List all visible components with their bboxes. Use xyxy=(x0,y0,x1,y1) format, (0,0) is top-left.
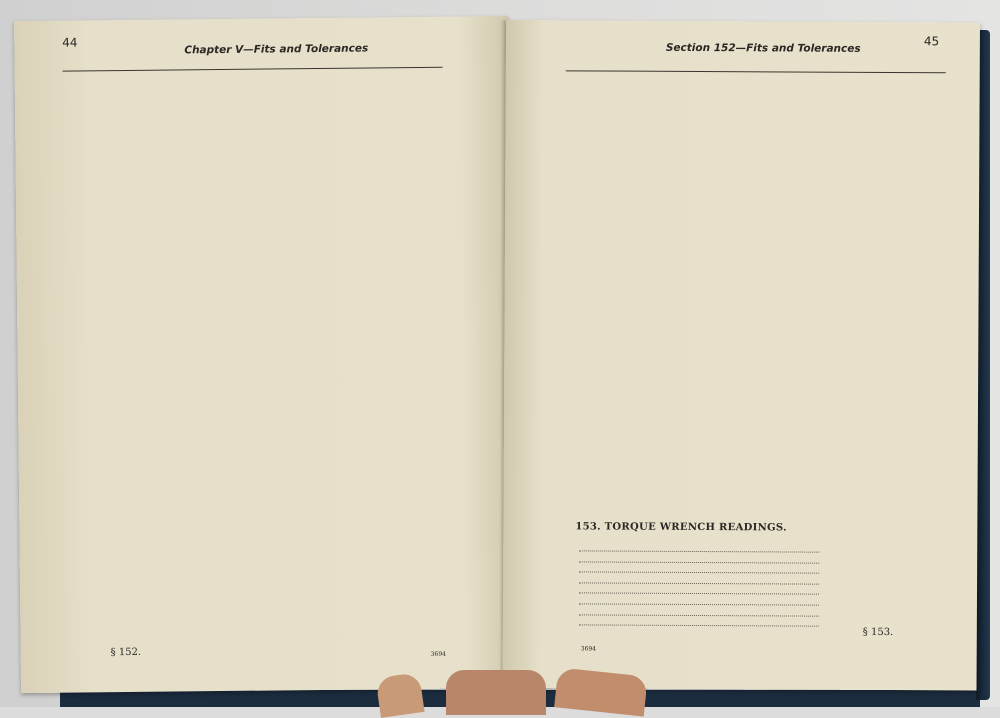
fit-location xyxy=(560,496,690,497)
fit-location xyxy=(561,216,691,217)
fit-location xyxy=(66,618,196,619)
page-number-right: 45 xyxy=(924,34,939,48)
fit-location xyxy=(63,317,193,318)
fit-location xyxy=(65,526,195,527)
fit-type xyxy=(381,481,431,482)
fit-type xyxy=(379,329,429,330)
fit-type xyxy=(382,602,432,603)
section-heading xyxy=(584,460,944,462)
section-heading xyxy=(586,112,946,114)
fit-location xyxy=(62,181,192,182)
fit-type xyxy=(379,344,429,345)
fit-location xyxy=(560,363,690,364)
fit-location xyxy=(561,244,691,245)
fit-location xyxy=(561,152,691,153)
thumb-right xyxy=(554,667,648,716)
fit-location xyxy=(65,455,195,456)
fit-location xyxy=(560,434,690,435)
section-heading xyxy=(584,340,944,342)
fit-location xyxy=(63,332,193,333)
section-heading xyxy=(85,113,445,117)
leader-dots xyxy=(579,606,819,616)
fit-type xyxy=(379,273,429,274)
thumb-middle xyxy=(446,670,546,715)
column-heading xyxy=(387,71,437,72)
fit-location xyxy=(65,484,195,485)
fit-location xyxy=(560,319,690,320)
fit-type xyxy=(383,643,433,644)
leader-dots xyxy=(579,585,819,595)
fit-location xyxy=(65,537,195,538)
fit-location xyxy=(63,304,193,305)
leader-dots xyxy=(579,542,819,552)
fit-location xyxy=(561,198,691,199)
fit-location xyxy=(561,138,691,139)
section-mark-right: § 153. xyxy=(863,626,894,640)
fit-type xyxy=(382,549,432,550)
print-code-left: 3694 xyxy=(431,648,446,662)
column-heading xyxy=(205,73,255,74)
fit-location xyxy=(63,289,193,290)
fit-location xyxy=(561,305,691,306)
right-page xyxy=(503,20,980,690)
leader-dots xyxy=(579,564,819,574)
fit-location xyxy=(560,406,690,407)
fit-location xyxy=(66,591,196,592)
fit-location xyxy=(63,276,193,277)
torque-title: 153. TORQUE WRENCH READINGS. xyxy=(575,520,787,535)
fit-location xyxy=(561,230,691,231)
leader-dots xyxy=(579,595,819,605)
fit-location xyxy=(61,131,191,132)
fit-location xyxy=(560,420,690,421)
fit-location xyxy=(62,210,192,211)
fit-location xyxy=(65,512,195,513)
header-rule xyxy=(63,67,443,72)
fit-type xyxy=(380,427,430,428)
fit-location xyxy=(65,470,195,471)
leader-dots xyxy=(579,617,819,627)
fit-location xyxy=(66,605,196,606)
running-header-right: Section 152—Fits and Tolerances xyxy=(666,41,861,56)
fit-location xyxy=(559,510,689,511)
column-heading xyxy=(315,72,365,73)
fit-type xyxy=(377,157,427,158)
fit-location xyxy=(62,195,192,196)
section-heading xyxy=(585,267,945,269)
page-number-left: 44 xyxy=(62,36,77,50)
fit-type xyxy=(381,523,431,524)
fit-location xyxy=(62,160,192,161)
leader-dots xyxy=(579,553,819,563)
left-page xyxy=(14,16,515,693)
fit-location xyxy=(560,392,690,393)
print-code-right: 3694 xyxy=(581,642,596,656)
fit-location xyxy=(65,497,195,498)
fit-location xyxy=(561,184,691,185)
leader-dots xyxy=(579,574,819,584)
fit-location xyxy=(61,146,191,147)
fit-location xyxy=(64,371,194,372)
fit-type xyxy=(378,207,428,208)
section-mark-left: § 152. xyxy=(111,646,142,660)
fit-location xyxy=(560,482,690,483)
fit-location xyxy=(561,291,691,292)
section-heading xyxy=(56,239,456,243)
section-heading xyxy=(90,572,450,576)
fit-type xyxy=(379,315,429,316)
fit-location xyxy=(63,261,193,262)
running-header-left: Chapter V—Fits and Tolerances xyxy=(184,41,368,57)
fit-type xyxy=(379,301,429,302)
header-rule xyxy=(566,70,946,73)
fit-location xyxy=(66,632,196,633)
column-heading xyxy=(73,74,123,75)
fit-location xyxy=(561,170,691,171)
fit-type xyxy=(382,629,432,630)
